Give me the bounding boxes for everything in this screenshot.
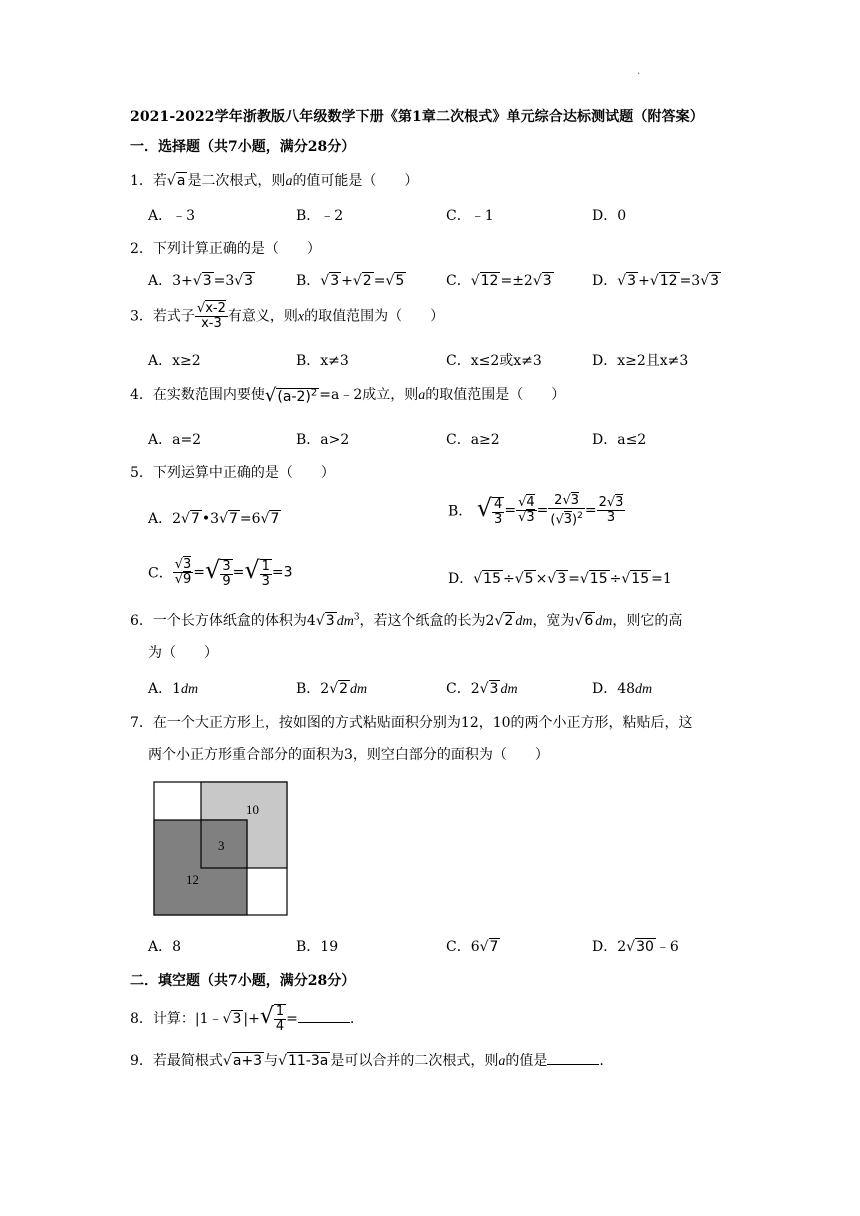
q5-b-frac4: $\frac{2√3}{3}$ xyxy=(598,495,624,526)
question-9 xyxy=(130,1050,604,1070)
q6-unit3: dm xyxy=(595,614,613,629)
q6-c-label: C．2 xyxy=(446,681,480,697)
q6-radicand1: 3 xyxy=(325,613,335,629)
q2-d-plus: + xyxy=(638,273,650,289)
label-10: 10 xyxy=(246,802,259,817)
q2-a-mid: =3 xyxy=(213,273,235,289)
q2-option-b[interactable] xyxy=(296,270,406,290)
q5-c-eq1: = xyxy=(193,564,206,581)
q2-a-label: A． xyxy=(148,273,173,289)
q8-rad1: √3 xyxy=(222,1011,242,1027)
q7-figure xyxy=(150,778,292,920)
q6-option-d[interactable] xyxy=(592,678,652,698)
q1-option-a[interactable]: A．﹣3 xyxy=(148,208,196,224)
q2-option-c[interactable] xyxy=(446,270,554,290)
q8-pre: 8．计算：|1﹣ xyxy=(130,1011,223,1027)
q7-option-b[interactable]: B．19 xyxy=(296,939,339,955)
question-8 xyxy=(130,1004,354,1034)
question-4 xyxy=(130,384,565,406)
q2-b-label: B． xyxy=(296,273,321,289)
q6-option-b[interactable] xyxy=(296,678,367,698)
q5-d-radicand5: 15 xyxy=(631,571,650,587)
q9-rad1: √a+3 xyxy=(222,1053,263,1069)
q8-rad2: √ $\frac{1}{4}$ xyxy=(259,1004,285,1034)
q5-c-f3-den: 3 xyxy=(261,574,270,589)
q5-a-rad1: √7 xyxy=(181,511,200,527)
q2-a-radicand1: 3 xyxy=(202,273,212,289)
q5-b-f4-den: 3 xyxy=(606,510,616,526)
q2-c-label: C． xyxy=(446,273,471,289)
q7-c-label: C．6 xyxy=(446,939,480,955)
q6-b-radicand: 2 xyxy=(339,681,349,697)
q5-b-f3-exp: 2 xyxy=(577,511,583,521)
q1-num: 1． xyxy=(130,173,153,189)
q6-num: 6． xyxy=(130,613,153,629)
q6-sup: 3 xyxy=(353,612,360,623)
q2-d-rad1: √3 xyxy=(617,273,637,289)
q5-d-radicand4: 15 xyxy=(589,571,608,587)
q5-d-op2: × xyxy=(535,571,548,587)
q5-b-eq2: = xyxy=(536,502,549,519)
q5-b-frac2: $\frac{√4}{√3}$ xyxy=(518,495,535,526)
q5-b-rad-frac: √ $\frac{4}{3}$ xyxy=(476,494,503,528)
q9-pre: 9．若最简根式 xyxy=(130,1053,223,1069)
q4-post: =a﹣2成立，则 xyxy=(319,387,419,403)
q5-d-rad1: √15 xyxy=(473,571,501,587)
q5-c-frac1: $\frac{√3}{√9}$ xyxy=(174,557,192,587)
q5-option-a[interactable] xyxy=(148,508,281,528)
q5-b-f1-num: 4 xyxy=(494,497,503,513)
q5-b-f3-num: 3 xyxy=(570,493,580,508)
section-heading-choice: 一．选择题（共7小题，满分28分） xyxy=(130,139,356,155)
q6-unit2: dm xyxy=(515,614,533,629)
q4-pre: 在实数范围内要使 xyxy=(152,387,265,403)
q5-d-rad5: √15 xyxy=(621,571,650,587)
q1-option-d[interactable]: D．0 xyxy=(592,208,627,224)
q7-option-c[interactable] xyxy=(446,936,500,956)
q1-post: 是二次根式，则 xyxy=(187,173,286,189)
q5-b-f3-coef: 2 xyxy=(554,493,563,508)
q5-d-rad4: √15 xyxy=(579,571,608,587)
q7-d-tail: ﹣6 xyxy=(655,939,679,955)
q5-d-tail: =1 xyxy=(651,571,672,587)
q6-unit1: dm xyxy=(336,614,354,629)
q3-option-a[interactable]: A．x≥2 xyxy=(148,353,201,369)
q2-b-rad3: √5 xyxy=(385,273,405,289)
q7-option-d[interactable] xyxy=(592,936,679,956)
q6-c-rad: √3 xyxy=(479,681,499,697)
q5-c-f1-num: 3 xyxy=(183,557,192,572)
q1-option-b[interactable]: B．﹣2 xyxy=(296,208,344,224)
question-2: 2．下列计算正确的是（ ） xyxy=(130,241,321,257)
q2-d-eq: =3 xyxy=(679,273,701,289)
q2-b-radicand1: 3 xyxy=(330,273,340,289)
q2-c-rad2: √3 xyxy=(532,273,552,289)
q5-b-frac3: $\frac{2√3}{(√3)^2}$ xyxy=(550,493,583,528)
q5-d-rad2: √5 xyxy=(514,571,534,587)
q5-c-tail: =3 xyxy=(271,564,293,581)
q5-d-op3: ÷ xyxy=(609,571,622,587)
document-title: 2021-2022学年浙教版八年级数学下册《第1章二次根式》单元综合达标测试题（附答案） xyxy=(130,109,704,125)
q6-a-unit: dm xyxy=(181,682,199,697)
q5-option-c[interactable] xyxy=(148,556,293,589)
q2-d-label: D． xyxy=(592,273,618,289)
q4-radicand-wrap xyxy=(276,388,319,405)
q2-d-rad2: √12 xyxy=(649,273,678,289)
q1-option-c[interactable]: C．﹣1 xyxy=(446,208,494,224)
q8-answer-blank[interactable] xyxy=(298,1010,350,1023)
q2-b-rad2: √2 xyxy=(352,273,372,289)
q5-d-label: D． xyxy=(448,571,474,587)
q2-a-pre: 3+ xyxy=(172,273,193,289)
q4-option-a[interactable]: A．a=2 xyxy=(148,432,202,448)
q3-post: 有意义，则 xyxy=(227,308,298,325)
q9-radicand2: 11-3a xyxy=(287,1053,329,1069)
section-heading-fill: 二．填空题（共7小题，满分28分） xyxy=(130,973,356,989)
q6-a-label: A．1 xyxy=(148,681,182,697)
q1-radicand: a xyxy=(176,173,186,189)
q6-option-a[interactable] xyxy=(148,678,198,698)
q6-radicand2: 2 xyxy=(504,613,514,629)
q5-d-op1: ÷ xyxy=(502,571,515,587)
label-12: 12 xyxy=(186,872,199,887)
q7-line2: 两个小正方形重合部分的面积为3，则空白部分的面积为（ ） xyxy=(148,747,549,763)
q2-b-plus: + xyxy=(341,273,353,289)
q5-d-radicand2: 5 xyxy=(524,571,534,587)
q5-c-label: C． xyxy=(148,565,173,582)
q5-a-label: A． xyxy=(148,511,173,527)
q2-option-d[interactable] xyxy=(592,270,721,290)
q8-mid: |+ xyxy=(243,1011,260,1027)
q2-a-radicand2: 3 xyxy=(244,273,254,289)
q4-radical: $√(a-2)^2$ xyxy=(264,384,318,406)
q2-b-radicand3: 5 xyxy=(395,273,405,289)
q5-c-eq2: = xyxy=(232,564,245,581)
question-6 xyxy=(130,610,682,630)
q9-var: a xyxy=(498,1054,506,1069)
q8-eq: = xyxy=(286,1011,298,1027)
q3-option-d[interactable]: D．x≥2且x≠3 xyxy=(592,353,689,369)
q8-radicand1: 3 xyxy=(232,1011,242,1027)
q5-d-eq: = xyxy=(568,571,580,587)
q3-fraction: $\frac{√x-2}{x-3}$ xyxy=(196,301,226,331)
q2-b-rad1: √3 xyxy=(320,273,340,289)
q9-end: . xyxy=(599,1053,604,1069)
q6-line2: 为（ ） xyxy=(148,645,218,661)
q6-radicand3: 6 xyxy=(584,613,594,629)
question-3 xyxy=(130,302,444,331)
q2-d-radicand1: 3 xyxy=(627,273,637,289)
q5-b-f3-den: 3 xyxy=(563,512,573,528)
q5-c-rad2: √ $\frac{3}{9}$ xyxy=(205,556,231,589)
q5-b-label: B． xyxy=(448,503,473,520)
q4-num: 4． xyxy=(130,387,153,403)
q8-frac-den: 4 xyxy=(275,1019,285,1034)
q5-d-rad3: √3 xyxy=(547,571,567,587)
q3-denominator: x-3 xyxy=(201,316,222,331)
q8-end: . xyxy=(349,1011,355,1027)
question-5: 5．下列运算中正确的是（ ） xyxy=(130,465,335,481)
q7-d-rad: √30 xyxy=(626,939,654,955)
q4-tail: 的取值范围是（ ） xyxy=(425,387,566,403)
q5-d-radicand3: 3 xyxy=(557,571,567,587)
q6-t4: ，则它的高 xyxy=(612,613,683,629)
q2-c-eq: =±2 xyxy=(500,273,533,289)
question-7: 7．在一个大正方形上，按如图的方式粘贴面积分别为12，10的两个小正方形，粘贴后，这 xyxy=(130,715,693,731)
q6-t1: 一个长方体纸盒的体积为4 xyxy=(152,613,316,629)
label-3: 3 xyxy=(218,838,225,853)
q5-a-t3: =6 xyxy=(239,511,261,527)
q5-c-rad3: √ $\frac{1}{3}$ xyxy=(244,556,270,589)
q5-c-f3-num: 1 xyxy=(261,559,270,574)
q6-rad1: √3 xyxy=(315,613,335,629)
q5-c-f2-num: 3 xyxy=(222,559,231,574)
q3-numerator: x-2 xyxy=(205,301,226,316)
q1-radical: √a xyxy=(166,173,186,189)
q5-a-t2: •3 xyxy=(201,511,220,527)
q7-c-radicand: 7 xyxy=(489,939,499,955)
q9-mid: 与 xyxy=(264,1053,279,1069)
q5-a-radicand3: 7 xyxy=(270,511,280,527)
q5-a-rad3: √7 xyxy=(260,511,280,527)
q4-var: a xyxy=(418,388,426,403)
q5-d-radicand1: 15 xyxy=(483,571,501,587)
q7-c-rad: √7 xyxy=(479,939,499,955)
q9-radicand1: a+3 xyxy=(232,1053,263,1069)
q2-d-rad3: √3 xyxy=(700,273,720,289)
q5-a-radicand2: 7 xyxy=(228,511,238,527)
q3-pre: 若式子 xyxy=(152,308,195,325)
q5-option-d[interactable] xyxy=(448,568,672,588)
q2-b-radicand2: 2 xyxy=(362,273,372,289)
q3-option-b[interactable]: B．x≠3 xyxy=(296,353,349,369)
q9-rad2: √11-3a xyxy=(278,1053,329,1069)
q6-t2: ，若这个纸盒的长为2 xyxy=(359,613,495,629)
q1-tail: 的值可能是（ ） xyxy=(292,173,419,189)
q4-option-d[interactable]: D．a≤2 xyxy=(592,432,647,448)
q5-a-rad2: √7 xyxy=(219,511,238,527)
q9-answer-blank[interactable] xyxy=(547,1052,599,1065)
q6-b-label: B．2 xyxy=(296,681,330,697)
q6-b-rad: √2 xyxy=(329,681,349,697)
q7-option-a[interactable]: A．8 xyxy=(148,939,182,955)
q6-d-label: D．48 xyxy=(592,681,636,697)
q7-d-label: D．2 xyxy=(592,939,627,955)
q2-option-a[interactable] xyxy=(148,270,255,290)
q2-d-radicand2: 12 xyxy=(659,273,678,289)
q3-var: x xyxy=(297,309,305,325)
question-1 xyxy=(130,170,418,190)
q6-option-c[interactable] xyxy=(446,678,518,698)
q6-b-unit: dm xyxy=(350,682,368,697)
q5-option-b[interactable] xyxy=(448,494,625,527)
q5-c-f2-den: 9 xyxy=(222,574,231,589)
q7-d-radicand: 30 xyxy=(636,939,654,955)
q5-b-eq1: = xyxy=(504,502,517,519)
q4-radicand: (a-2) xyxy=(277,388,311,405)
q6-c-unit: dm xyxy=(500,682,518,697)
q1-var: a xyxy=(285,174,293,189)
q9-tail: 的值是 xyxy=(505,1053,548,1069)
q2-b-eq: = xyxy=(373,273,386,289)
q2-d-radicand3: 3 xyxy=(710,273,720,289)
q5-b-f2-num: 4 xyxy=(526,495,535,511)
q2-c-radicand2: 3 xyxy=(542,273,552,289)
q8-frac-num: 1 xyxy=(275,1004,285,1019)
q5-b-f1-den: 3 xyxy=(494,512,503,528)
q2-a-rad1: √3 xyxy=(192,273,212,289)
q2-c-rad1: √12 xyxy=(470,273,499,289)
q4-exponent: 2 xyxy=(310,386,318,398)
q3-tail: 的取值范围为（ ） xyxy=(304,308,445,325)
q5-c-f1-den: 9 xyxy=(183,572,192,587)
q2-a-rad2: √3 xyxy=(234,273,254,289)
q6-rad2: √2 xyxy=(494,613,514,629)
q4-option-c[interactable]: C．a≥2 xyxy=(446,432,500,448)
page-marker: . xyxy=(637,66,641,77)
q5-b-f4-num: 3 xyxy=(615,495,624,511)
q6-c-radicand: 3 xyxy=(489,681,499,697)
q2-c-radicand1: 12 xyxy=(480,273,499,289)
q6-d-unit: dm xyxy=(635,682,653,697)
q5-b-eq3: = xyxy=(584,502,597,519)
q3-num: 3． xyxy=(130,308,153,325)
q5-b-f2-den: 3 xyxy=(526,510,535,526)
q9-post: 是可以合并的二次根式，则 xyxy=(330,1053,499,1069)
q5-a-radicand1: 7 xyxy=(190,511,200,527)
q6-t3: ，宽为 xyxy=(532,613,575,629)
q1-pre: 若 xyxy=(152,173,167,189)
q6-rad3: √6 xyxy=(574,613,594,629)
q5-a-t1: 2 xyxy=(172,511,182,527)
q4-option-b[interactable]: B．a>2 xyxy=(296,432,350,448)
q3-option-c[interactable]: C．x≤2或x≠3 xyxy=(446,353,542,369)
q5-b-f4-coef: 2 xyxy=(598,495,607,511)
